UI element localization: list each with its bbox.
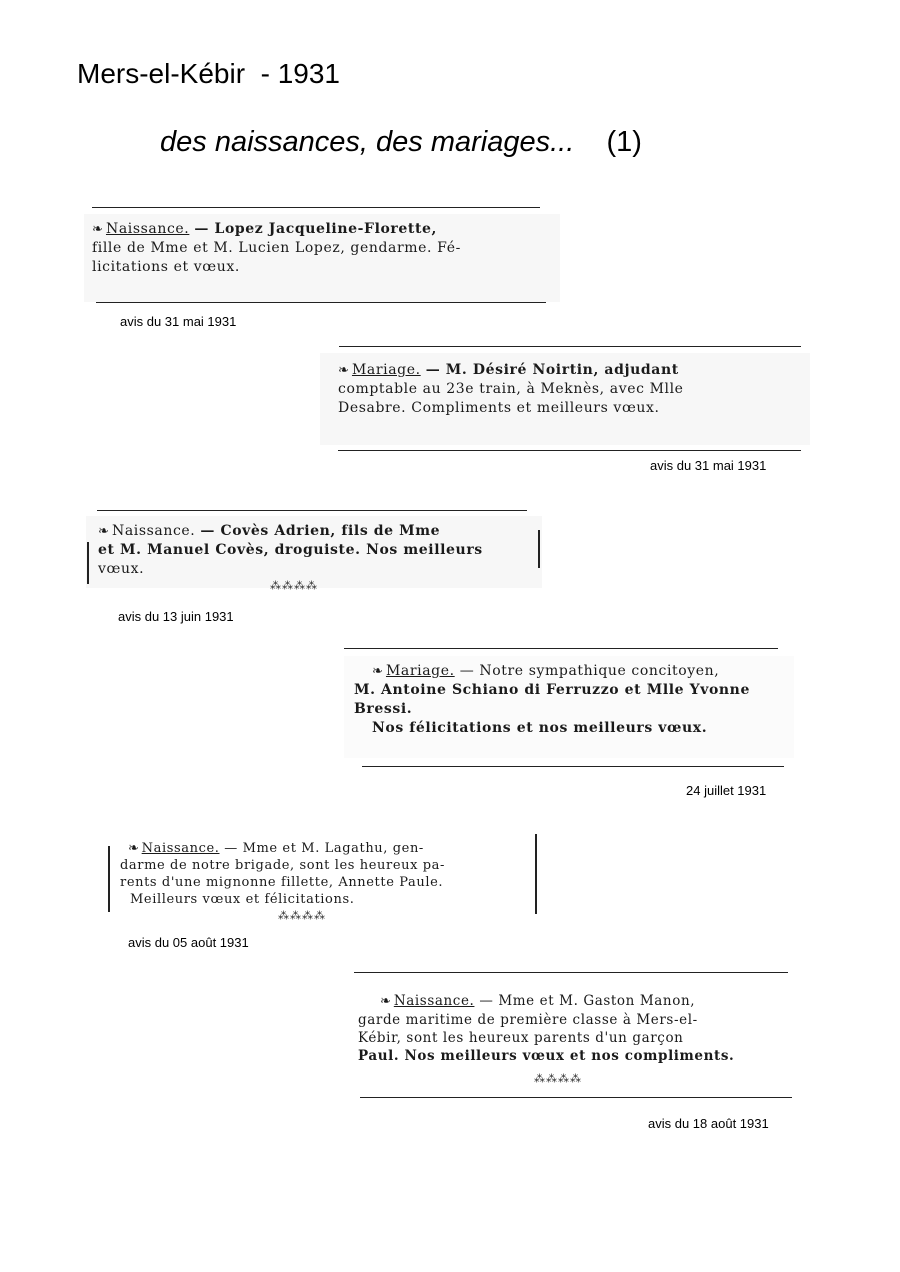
clipping-rule-bottom <box>360 1097 792 1098</box>
separator: ⁂⁂⁂⁂ <box>270 579 318 592</box>
notice-date: avis du 31 mai 1931 <box>120 314 237 329</box>
notice-clipping <box>84 214 560 302</box>
notice-line: Nos félicitations et nos meilleurs vœux. <box>372 720 708 736</box>
notice-line: — Lopez Jacqueline-Florette, <box>194 221 438 237</box>
ornament-icon: ❧ <box>372 664 381 679</box>
column-bar <box>538 530 540 568</box>
clipping-rule-top <box>92 207 540 208</box>
column-bar <box>87 542 89 584</box>
notice-line: — M. Désiré Noirtin, adjudant <box>425 362 679 378</box>
notice-line: Paul. Nos meilleurs vœux et nos compliments. <box>358 1048 735 1064</box>
notice-line: et M. Manuel Covès, droguiste. Nos meilleurs <box>98 542 483 558</box>
clipping-rule-top <box>339 346 801 347</box>
notice-line: M. Antoine Schiano di Ferruzzo et Mlle Yvonne <box>354 682 750 698</box>
notice-line: licitations et vœux. <box>92 259 240 275</box>
notice-line: Kébir, sont les heureux parents d'un garçon <box>358 1030 684 1046</box>
clipping-rule-top <box>344 648 778 649</box>
notice-heading: Mariage. <box>385 663 455 679</box>
notice-line: darme de notre brigade, sont les heureux pa- <box>120 858 446 873</box>
notice-line: rents d'une mignonne fillette, Annette Paule. <box>120 875 444 890</box>
notice-clipping <box>86 516 542 588</box>
notice-heading: Naissance. <box>393 993 475 1009</box>
clipping-rule-bottom <box>338 450 801 451</box>
notice-line: — Mme et M. Gaston Manon, <box>479 993 696 1009</box>
clipping-rule-bottom <box>362 766 784 767</box>
ornament-icon: ❧ <box>338 363 347 378</box>
column-bar <box>535 834 537 914</box>
clipping-rule-top <box>354 972 788 973</box>
separator: ⁂⁂⁂⁂ <box>534 1072 582 1085</box>
notice-line: Desabre. Compliments et meilleurs vœux. <box>338 400 660 416</box>
notice-line: comptable au 23e train, à Meknès, avec Mlle <box>338 381 684 397</box>
column-bar <box>108 846 110 912</box>
notice-date: avis du 31 mai 1931 <box>650 458 767 473</box>
notice-heading: Naissance. <box>141 841 220 856</box>
notice-heading: Naissance. <box>105 221 190 237</box>
notice-line: fille de Mme et M. Lucien Lopez, gendarme. Fé- <box>92 240 461 256</box>
notice-date: avis du 05 août 1931 <box>128 935 249 950</box>
subtitle-text: des naissances, des mariages... <box>160 126 575 158</box>
notice-clipping <box>320 353 810 445</box>
ornament-icon: ❧ <box>380 994 389 1009</box>
notice-date: avis du 13 juin 1931 <box>118 609 234 624</box>
notice-date: avis du 18 août 1931 <box>648 1116 769 1131</box>
notice-heading: Naissance. <box>111 523 196 539</box>
notice-date: 24 juillet 1931 <box>686 783 767 798</box>
notice-line: — Mme et M. Lagathu, gen- <box>224 841 424 856</box>
notice-heading: Mariage. <box>351 362 421 378</box>
separator: ⁂⁂⁂⁂ <box>278 909 326 922</box>
notice-clipping <box>108 836 536 916</box>
notice-line: vœux. <box>98 561 145 577</box>
notice-line: garde maritime de première classe à Mers-el- <box>358 1012 698 1028</box>
subtitle-number: (1) <box>606 126 642 158</box>
notice-line: — Notre sympathique concitoyen, <box>459 663 720 679</box>
ornament-icon: ❧ <box>128 841 137 856</box>
notice-clipping <box>344 656 794 758</box>
ornament-icon: ❧ <box>98 524 107 539</box>
ornament-icon: ❧ <box>92 222 101 237</box>
subtitle <box>160 126 642 159</box>
clipping-rule-bottom <box>96 302 546 303</box>
clipping-rule-top <box>97 510 527 511</box>
notice-line: Meilleurs vœux et félicitations. <box>130 892 355 907</box>
notice-line: — Covès Adrien, fils de Mme <box>200 523 441 539</box>
page-title: Mers-el-Kébir - 1931 <box>77 58 340 89</box>
notice-line: Bressi. <box>354 701 413 717</box>
